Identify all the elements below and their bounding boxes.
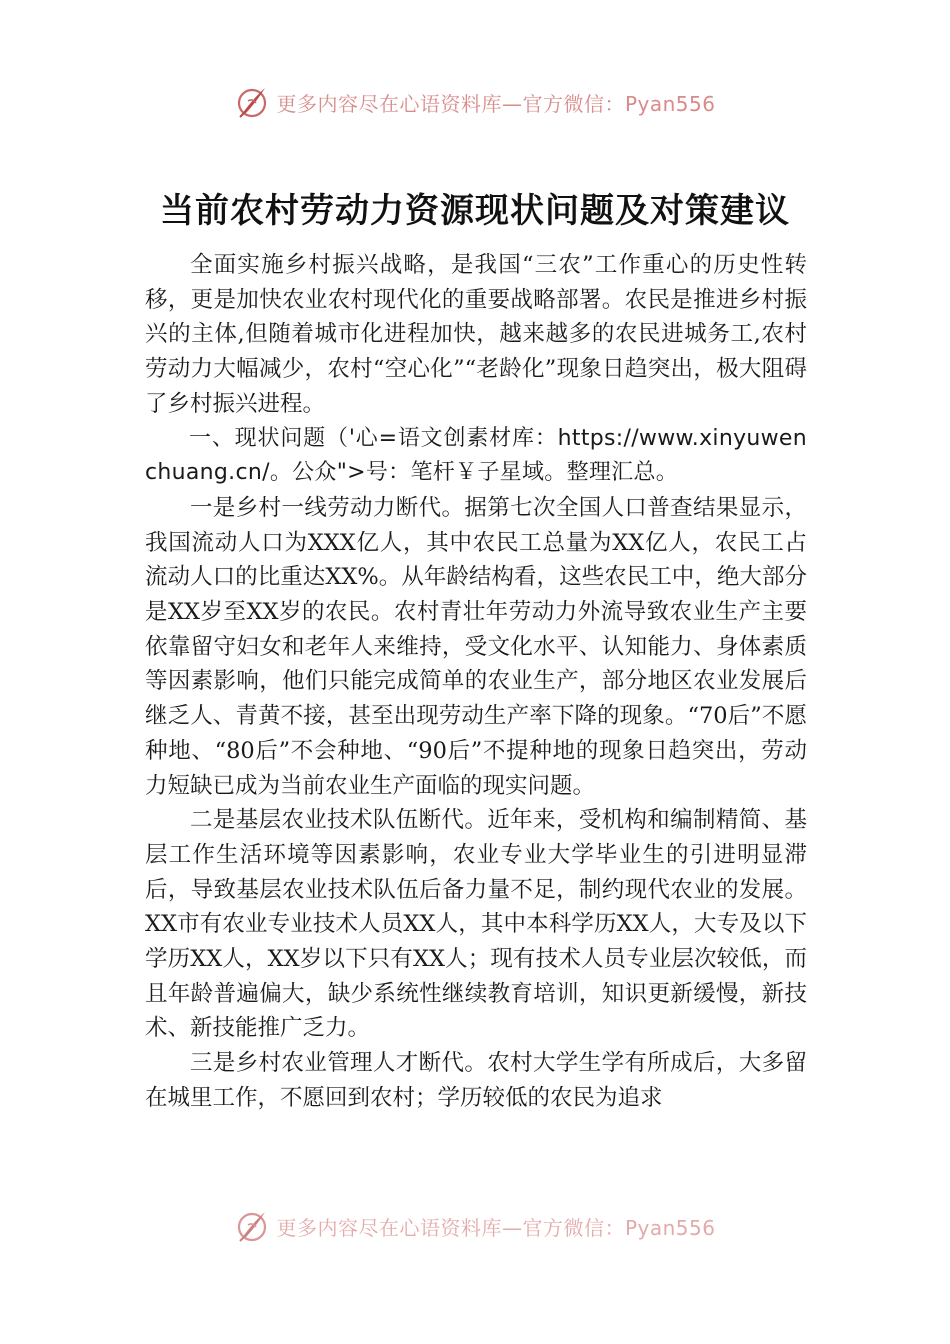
intro-paragraph: 全面实施乡村振兴战略，是我国“三农”工作重心的历史性转移，更是加快农业农村现代化的重要战略部署。农民是推进乡村振兴的主体,但随着城市化进程加快，越来越多的农民进城务工,农村劳动力大幅减少，农村“空心化”“老龄化”现象日趋突出，极大阻碍了乡村振兴进程。 xyxy=(145,252,807,417)
watermark-text: 更多内容尽在心语资料库—官方微信：Pyan556 xyxy=(276,91,716,116)
document-title: 当前农村劳动力资源现状问题及对策建议 xyxy=(160,191,790,231)
watermark-text: 更多内容尽在心语资料库—官方微信：Pyan556 xyxy=(276,1215,716,1240)
document-body xyxy=(145,248,807,1208)
body-paragraph: 一是乡村一线劳动力断代。据第七次全国人口普查结果显示，我国流动人口为XXX亿人，其中农民工总量为XX亿人，农民工占流动人口的比重达XX%。从年龄结构看，这些农民工中，绝大部分是XX岁至XX岁的农民。农村青壮年劳动力外流导致农业生产主要依靠留守妇女和老年人来维持，受文化水平、认知能力、身体素质等因素影响，他们只能完成简单的农业生产，部分地区农业发展后继乏人、青黄不接，甚至出现劳动生产率下降的现象。“70后”不愿种地、“80后”不会种地、“90后”不提种地的现象日趋突出，劳动力短缺已成为当前农业生产面临的现实问题。 xyxy=(145,494,807,799)
body-paragraph: 三是乡村农业管理人才断代。农村大学生学有所成后，大多留在城里工作，不愿回到农村；学历较低的农民为追求 xyxy=(145,1050,807,1111)
section-heading: 一、现状问题（'心=语文创素材库：https://www.xinyuwenchuang.cn/。公众">号：笔杆￥子星域。整理汇总。 xyxy=(145,425,807,486)
watermark-banner-bottom xyxy=(0,1206,950,1246)
watermark-banner-top xyxy=(0,82,950,122)
body-paragraph: 二是基层农业技术队伍断代。近年来，受机构和编制精简、基层工作生活环境等因素影响，农业专业大学毕业生的引进明显滞后，导致基层农业技术队伍后备力量不足，制约现代农业的发展。XX市有农业专业技术人员XX人，其中本科学历XX人，大专及以下学历XX人，XX岁以下只有XX人；现有技术人员专业层次较低，而且年龄普遍偏大，缺少系统性继续教育培训，知识更新缓慢，新技术、新技能推广乏力。 xyxy=(145,807,807,1042)
quill-logo-icon xyxy=(234,1208,270,1244)
quill-logo-icon xyxy=(234,84,270,120)
